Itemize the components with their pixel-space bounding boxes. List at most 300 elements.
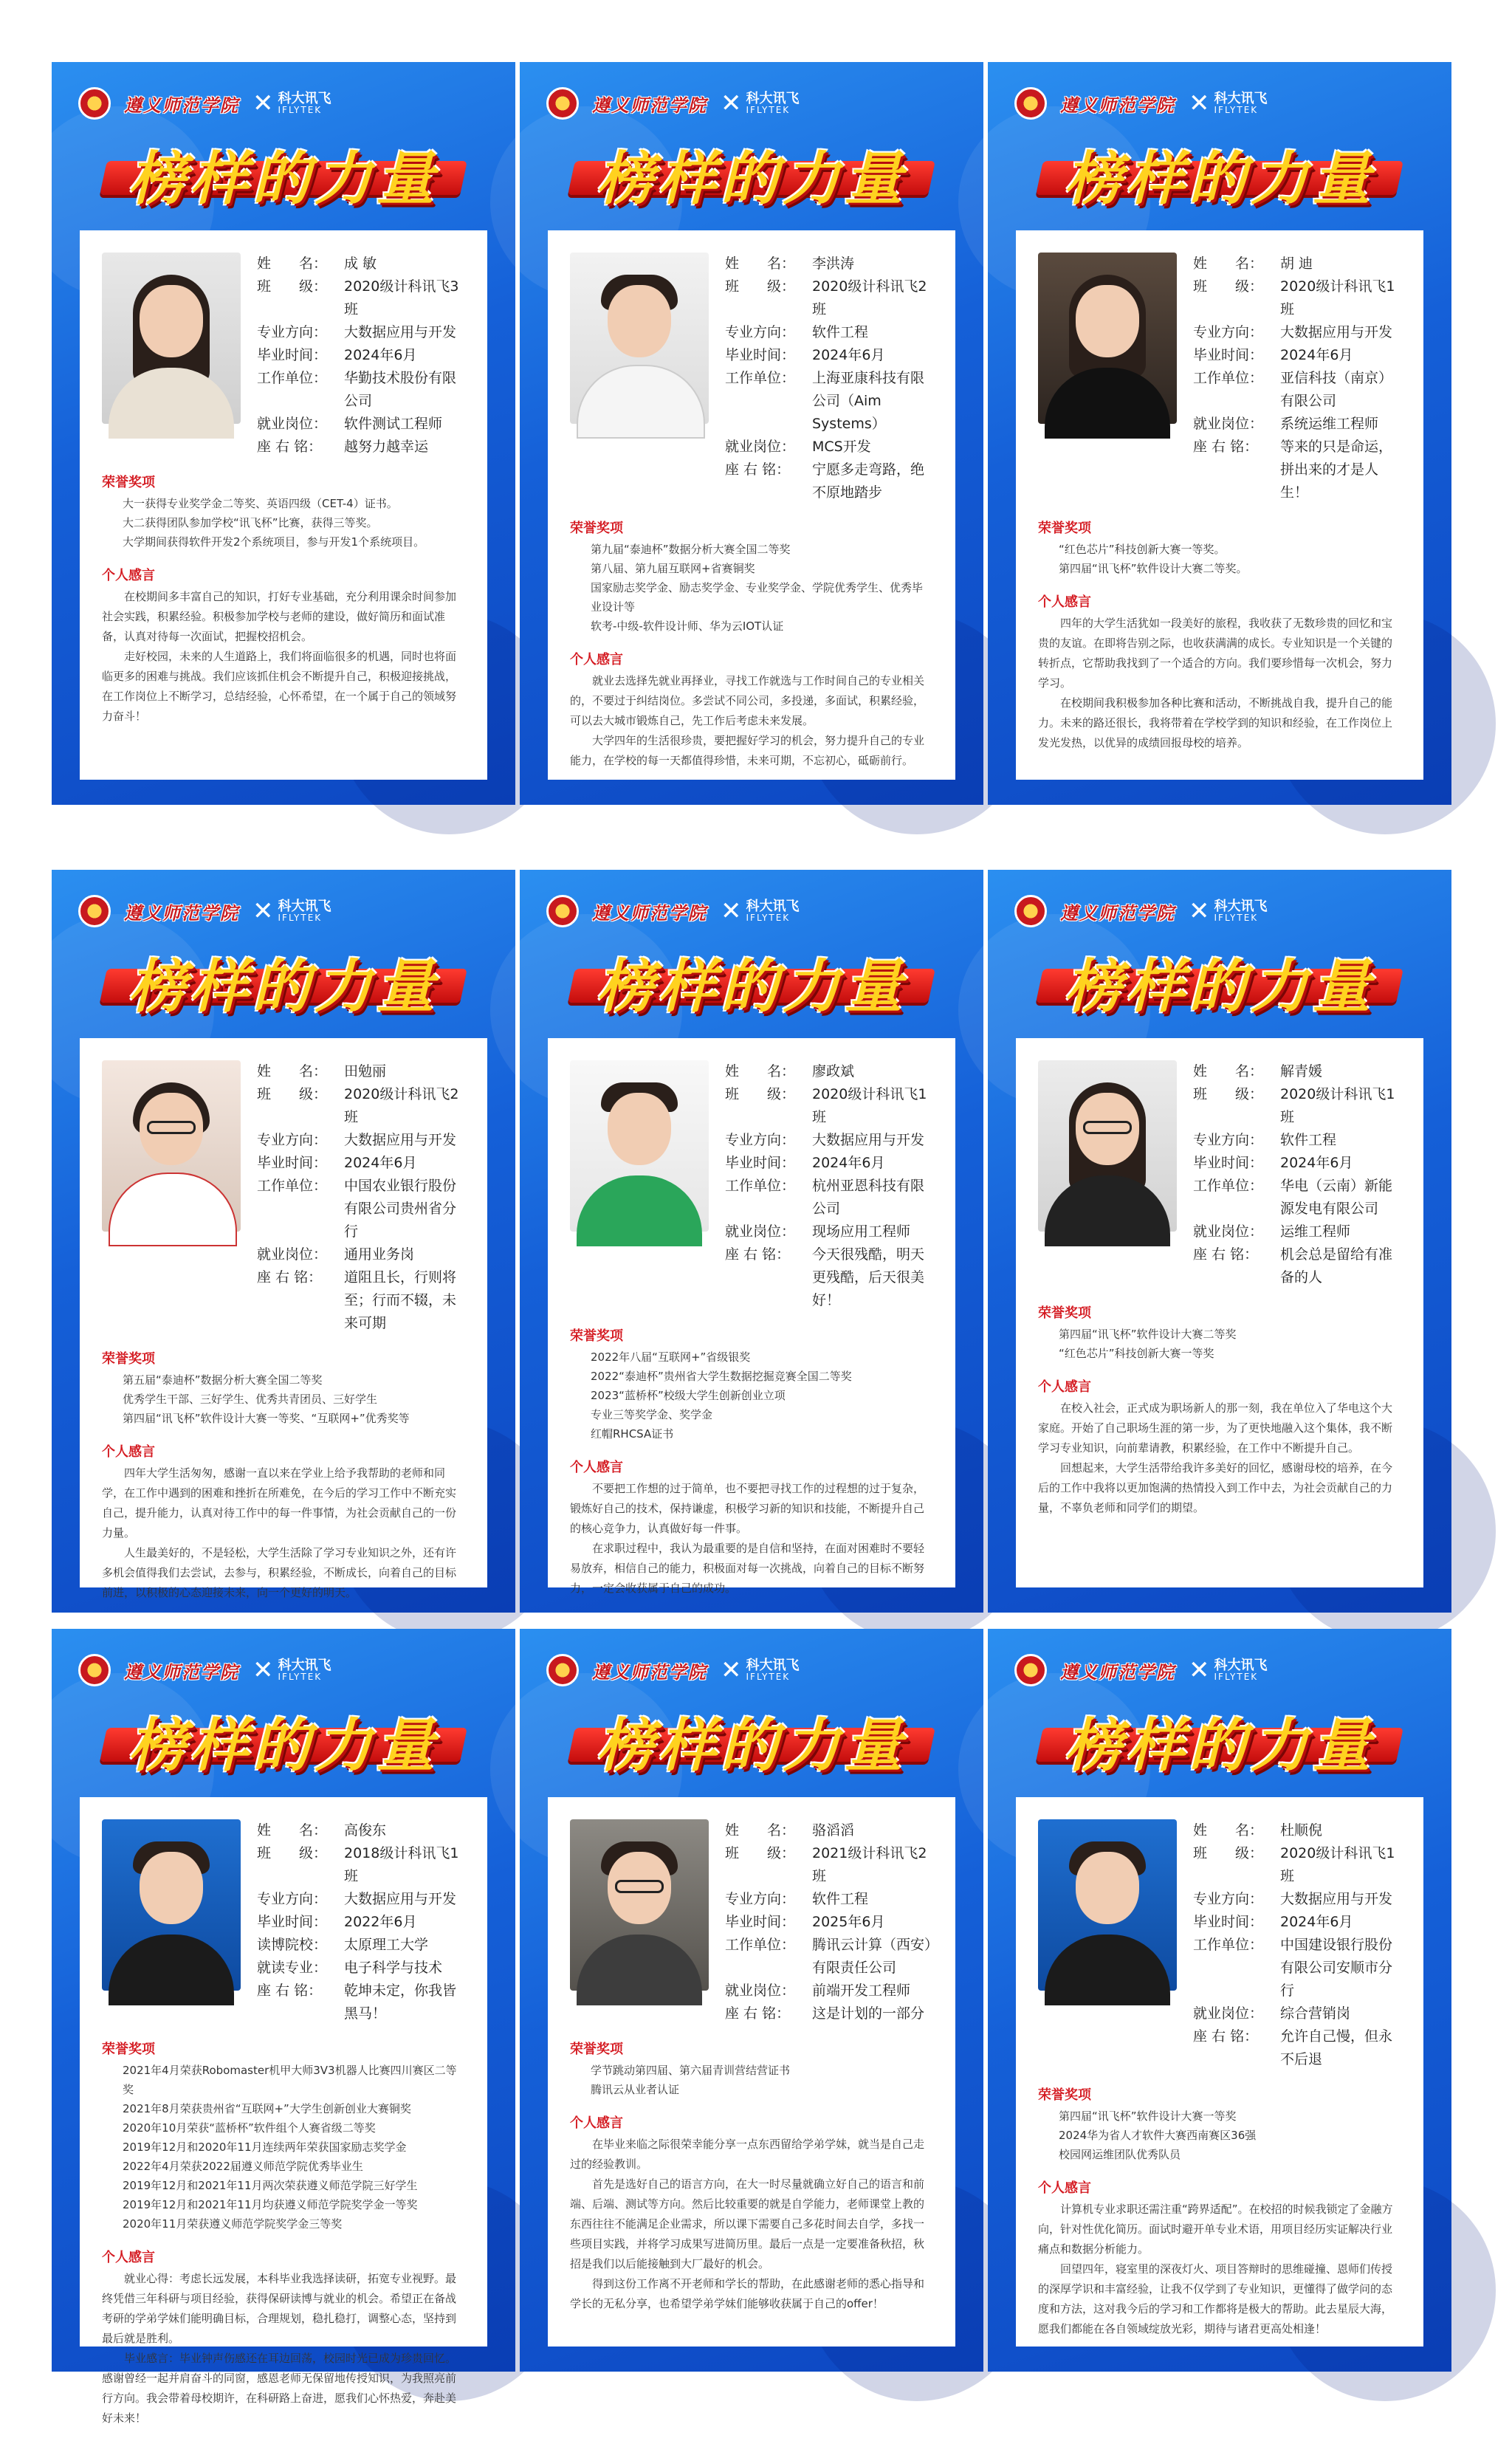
graduation-value: 2024年6月 <box>344 347 417 363</box>
award-item: 第五届“泰迪杯”数据分析大赛全国二等奖 <box>123 1373 323 1387</box>
award-item: 优秀学生干部、三好学生、优秀共青团员、三好学生 <box>123 1393 378 1406</box>
poster-7 <box>52 1629 515 2425</box>
banner <box>1010 938 1429 1026</box>
school-name: 遵义师范学院 <box>124 94 239 116</box>
major-value: 大数据应用与开发 <box>1280 1891 1393 1907</box>
feelings-title: 个人感言 <box>102 1444 155 1460</box>
name-label: 姓 名： <box>1193 255 1264 272</box>
graduation-label: 毕业时间： <box>1193 1914 1264 1930</box>
employer-value: 腾讯云计算（西安）有限责任公司 <box>812 1937 932 1976</box>
banner <box>74 1697 493 1785</box>
graduation-label: 毕业时间： <box>725 1155 796 1171</box>
feelings-title: 个人感言 <box>1038 2180 1091 2196</box>
school-emblem-icon <box>78 1654 111 1686</box>
partner-name-en: IFLYTEK <box>1214 1672 1259 1682</box>
major-value: 软件工程 <box>812 1891 869 1907</box>
class-value: 2020级计科讯飞1班 <box>1280 278 1395 317</box>
major-label: 专业方向： <box>725 1891 796 1907</box>
feelings-paragraph: 四年的大学生活犹如一段美好的旅程，我收获了无数珍贵的回忆和宝贵的友谊。在即将告别之际，也收获满满的成长。专业知识是一个关键的转折点，它帮助我找到了一个适合的方向。我们要珍惜每一次机会，努力学习。 <box>1038 617 1393 690</box>
partner-name-cn: 科大讯飞 <box>278 1658 331 1673</box>
school-name: 遵义师范学院 <box>592 902 707 924</box>
motto-label: 座 右 铭： <box>257 1269 323 1285</box>
name-value: 解青媛 <box>1280 1063 1323 1079</box>
position-value: 现场应用工程师 <box>812 1223 911 1240</box>
name-value: 成 敏 <box>344 255 377 272</box>
graduation-value: 2024年6月 <box>344 1155 417 1171</box>
position-value: 综合营销岗 <box>1280 2005 1351 2022</box>
award-item: 第四届“讯飞杯”软件设计大赛一等奖、“互联网+”优秀奖等 <box>123 1412 410 1425</box>
partner-name-cn: 科大讯飞 <box>278 91 331 106</box>
feelings-paragraph: 大学四年的生活很珍贵，要把握好学习的机会，努力提升自己的专业能力，在学校的每一天都值得珍惜，未来可期，不忘初心，砥砺前行。 <box>570 734 925 767</box>
major-label: 专业方向： <box>1193 324 1264 340</box>
motto-label: 座 右 铭： <box>1193 1246 1259 1263</box>
logo-bar <box>78 87 331 120</box>
feelings-title: 个人感言 <box>570 652 623 667</box>
portrait-photo <box>570 1060 709 1232</box>
name-label: 姓 名： <box>1193 1822 1264 1839</box>
motto-value: 越努力越幸运 <box>344 439 429 455</box>
iflytek-logo <box>252 1655 331 1685</box>
graduation-value: 2024年6月 <box>1280 347 1353 363</box>
profile-card <box>80 1797 487 2425</box>
graduation-label: 毕业时间： <box>1193 1155 1264 1171</box>
awards-title: 荣誉奖项 <box>1038 2087 1091 2103</box>
graduation-label: 毕业时间： <box>725 347 796 363</box>
employer-label: 工作单位： <box>1193 1937 1264 1953</box>
iflytek-x-icon: ✕ <box>1189 896 1210 926</box>
feelings-paragraph: 毕业感言：毕业钟声伤感还在耳边回荡，校园时光已成为珍贵回忆。感谢曾经一起并肩奋斗的同窗，感恩老师无保留地传授知识，为我照亮前行方向。我会带着母校期许，在科研路上奋进，愿我们心怀热爱，奔赴美好未来！ <box>102 2352 457 2425</box>
partner-name-en: IFLYTEK <box>1214 105 1259 115</box>
position-value: MCS开发 <box>812 439 871 455</box>
school-emblem-icon <box>546 1654 579 1686</box>
motto-value: 这是计划的一部分 <box>812 2005 925 2022</box>
award-item: 2019年12月和2021年11月两次荣获遵义师范学院三好学生 <box>123 2179 418 2192</box>
awards-title: 荣誉奖项 <box>570 1328 623 1344</box>
school-name: 遵义师范学院 <box>124 1661 239 1683</box>
name-label: 姓 名： <box>725 255 796 272</box>
feelings-paragraph: 走好校园，未来的人生道路上，我们将面临很多的机遇，同时也将面临更多的困难与挑战。我们应该抓住机会不断提升自己，积极迎接挑战，在工作岗位上不断学习，总结经验，心怀希望，在一个属于自己的领域努力奋斗！ <box>102 650 457 723</box>
motto-label: 座 右 铭： <box>725 1246 791 1263</box>
position-label: 就业岗位： <box>725 439 796 455</box>
major-value: 软件工程 <box>812 324 869 340</box>
class-label: 班 级： <box>725 1845 796 1861</box>
award-item: 大二获得团队参加学校“讯飞杯”比赛，获得三等奖。 <box>123 516 378 529</box>
position-value: 前端开发工程师 <box>812 1982 911 1999</box>
study-major-value: 电子科学与技术 <box>344 1960 443 1976</box>
profile-card <box>548 1038 955 1595</box>
profile-card <box>1016 1038 1423 1587</box>
position-value: 软件测试工程师 <box>344 416 443 432</box>
major-value: 软件工程 <box>1280 1132 1337 1148</box>
iflytek-x-icon: ✕ <box>721 89 742 118</box>
major-label: 专业方向： <box>1193 1891 1264 1907</box>
feelings-paragraph: 就业去选择先就业再择业，寻找工作就选与工作时间自己的专业相关的，不要过于纠结岗位。多尝试不同公司，多投递，多面试，积累经验，可以去大城市锻炼自己，先工作后考虑未来发展。 <box>570 674 925 727</box>
motto-value: 允许自己慢，但永不后退 <box>1280 2028 1393 2067</box>
graduation-value: 2024年6月 <box>1280 1914 1353 1930</box>
award-item: 2019年12月和2020年11月连续两年荣获国家励志奖学金 <box>123 2141 407 2154</box>
logo-bar <box>1014 1654 1268 1686</box>
award-item: 2021年4月荣获Robomaster机甲大师3V3机器人比赛四川赛区二等奖 <box>123 2064 457 2096</box>
employer-label: 工作单位： <box>725 370 796 386</box>
poster-2 <box>520 62 983 805</box>
award-item: 腾讯云从业者认证 <box>591 2083 680 2096</box>
motto-label: 座 右 铭： <box>725 461 791 478</box>
position-value: 运维工程师 <box>1280 1223 1351 1240</box>
class-label: 班 级： <box>725 278 796 295</box>
partner-name-en: IFLYTEK <box>278 1672 323 1682</box>
school-emblem-icon <box>78 87 111 120</box>
class-label: 班 级： <box>1193 1086 1264 1102</box>
logo-bar <box>546 87 800 120</box>
name-value: 李洪涛 <box>812 255 855 272</box>
iflytek-x-icon: ✕ <box>1189 1655 1210 1685</box>
feelings-title: 个人感言 <box>1038 594 1091 610</box>
school-value: 太原理工大学 <box>344 1937 429 1953</box>
award-item: 国家励志奖学金、励志奖学金、专业奖学金、学院优秀学生、优秀毕业设计等 <box>591 581 924 614</box>
awards-title: 荣誉奖项 <box>1038 521 1091 536</box>
class-label: 班 级： <box>257 1086 328 1102</box>
school-label: 读博院校： <box>257 1937 328 1953</box>
feelings-paragraph: 不要把工作想的过于简单，也不要把寻找工作的过程想的过于复杂，锻炼好自己的技术，保持谦虚，积极学习新的知识和技能，不断提升自己的核心竞争力，认真做好每一件事。 <box>570 1482 925 1535</box>
major-label: 专业方向： <box>257 1891 328 1907</box>
graduation-label: 毕业时间： <box>257 1914 328 1930</box>
class-label: 班 级： <box>257 1845 328 1861</box>
name-label: 姓 名： <box>1193 1063 1264 1079</box>
name-value: 廖政斌 <box>812 1063 855 1079</box>
employer-label: 工作单位： <box>257 370 328 386</box>
feelings-paragraph: 人生最美好的，不是轻松，大学生活除了学习专业知识之外，还有许多机会值得我们去尝试，去参与，积累经验，不断成长，向着自己的目标前进，以积极的心态迎接未来，向一个更好的明天。 <box>102 1546 457 1599</box>
feelings-paragraph: 在毕业来临之际很荣幸能分享一点东西留给学弟学妹，就当是自己走过的经验教训。 <box>570 2138 925 2171</box>
feelings-paragraph: 四年大学生活匆匆，感谢一直以来在学业上给予我帮助的老师和同学，在工作中遇到的困难和挫折在所难免，在今后的学习工作中不断充实自己，提升能力，认真对待工作中的每一件事情，为社会贡献自己的一份力量。 <box>102 1466 457 1539</box>
award-item: 2022年八届“互联网+”省级银奖 <box>591 1350 751 1364</box>
award-item: 学节跳动第四届、第六届青训营结营证书 <box>591 2064 791 2077</box>
employer-value: 华电（云南）新能源发电有限公司 <box>1280 1178 1393 1217</box>
major-value: 大数据应用与开发 <box>1280 324 1393 340</box>
graduation-label: 毕业时间： <box>257 347 328 363</box>
position-label: 就业岗位： <box>725 1223 796 1240</box>
major-label: 专业方向： <box>257 1132 328 1148</box>
motto-value: 等来的只是命运，拼出来的才是人生！ <box>1280 439 1393 501</box>
logo-bar <box>78 895 331 927</box>
award-item: 第八届、第九届互联网+省赛铜奖 <box>591 562 755 575</box>
class-value: 2020级计科讯飞2班 <box>344 1086 459 1125</box>
class-value: 2020级计科讯飞1班 <box>812 1086 927 1125</box>
partner-name-en: IFLYTEK <box>278 913 323 923</box>
school-emblem-icon <box>546 87 579 120</box>
banner <box>74 938 493 1026</box>
iflytek-x-icon: ✕ <box>721 1655 742 1685</box>
banner-title: 榜样的力量 <box>1064 1712 1375 1779</box>
class-value: 2020级计科讯飞3班 <box>344 278 459 317</box>
motto-label: 座 右 铭： <box>1193 2028 1259 2045</box>
class-label: 班 级： <box>1193 278 1264 295</box>
poster-6 <box>988 870 1451 1613</box>
motto-label: 座 右 铭： <box>257 1982 323 1999</box>
motto-label: 座 右 铭： <box>1193 439 1259 455</box>
motto-value: 机会总是留给有准备的人 <box>1280 1246 1393 1285</box>
profile-card <box>1016 1797 1423 2347</box>
portrait-photo <box>102 1060 241 1232</box>
employer-value: 上海亚康科技有限公司（Aim Systems） <box>812 370 925 432</box>
partner-name-en: IFLYTEK <box>746 105 791 115</box>
iflytek-logo <box>252 896 331 926</box>
profile-card <box>548 230 955 780</box>
position-value: 系统运维工程师 <box>1280 416 1379 432</box>
major-label: 专业方向： <box>1193 1132 1264 1148</box>
position-label: 就业岗位： <box>1193 416 1264 432</box>
name-label: 姓 名： <box>257 255 328 272</box>
major-label: 专业方向： <box>257 324 328 340</box>
motto-label: 座 右 铭： <box>725 2005 791 2022</box>
partner-name-en: IFLYTEK <box>278 105 323 115</box>
portrait-photo <box>102 253 241 424</box>
graduation-value: 2025年6月 <box>812 1914 885 1930</box>
award-item: 第四届“讯飞杯”软件设计大赛二等奖 <box>1059 1328 1237 1341</box>
position-label: 就业岗位： <box>1193 1223 1264 1240</box>
feelings-title: 个人感言 <box>1038 1379 1091 1395</box>
award-item: 2021年8月荣获贵州省“互联网+”大学生创新创业大赛铜奖 <box>123 2102 411 2115</box>
poster-4 <box>52 870 515 1613</box>
major-value: 大数据应用与开发 <box>344 1132 457 1148</box>
portrait-photo <box>1038 1819 1177 1991</box>
banner <box>542 1697 961 1785</box>
school-emblem-icon <box>546 895 579 927</box>
feelings-paragraph: 在校入社会，正式成为职场新人的那一刻，我在单位入了华电这个大家庭。开始了自己职场生涯的第一步，为了更快地融入这个集体，我不断学习专业知识，向前辈请教，积累经验，在工作中不断提升自己。 <box>1038 1401 1393 1455</box>
profile-card <box>80 1038 487 1599</box>
iflytek-x-icon: ✕ <box>1189 89 1210 118</box>
award-item: 大一获得专业奖学金二等奖、英语四级（CET-4）证书。 <box>123 497 398 510</box>
banner <box>542 130 961 219</box>
employer-label: 工作单位： <box>1193 370 1264 386</box>
employer-value: 中国建设银行股份有限公司安顺市分行 <box>1280 1937 1393 1999</box>
award-item: 第九届“泰迪杯”数据分析大赛全国二等奖 <box>591 543 791 556</box>
banner <box>542 938 961 1026</box>
awards-title: 荣誉奖项 <box>1038 1305 1091 1321</box>
iflytek-x-icon: ✕ <box>721 896 742 926</box>
award-item: 软考-中级-软件设计师、华为云IOT认证 <box>591 619 784 633</box>
poster-8 <box>520 1629 983 2372</box>
graduation-label: 毕业时间： <box>257 1155 328 1171</box>
poster-1 <box>52 62 515 805</box>
portrait-photo <box>570 1819 709 1991</box>
award-item: 第四届“讯飞杯”软件设计大赛二等奖。 <box>1059 562 1248 575</box>
feelings-paragraph: 回望四年，寝室里的深夜灯火、项目答辩时的思维碰撞、恩师们传授的深厚学识和丰富经验，让我不仅学到了专业知识，更懂得了做学问的态度和方法，这对我今后的学习和工作都将是极大的帮助。此去星辰大海，愿我们都能在各自领域绽放光彩，期待与诸君更高处相逢！ <box>1038 2262 1393 2335</box>
feelings-paragraph: 在求职过程中，我认为最重要的是自信和坚持，在面对困难时不要轻易放弃，相信自己的能力，积极面对每一次挑战，向着自己的目标不断努力，一定会收获属于自己的成功。 <box>570 1542 925 1595</box>
position-value: 通用业务岗 <box>344 1246 415 1263</box>
portrait-photo <box>570 253 709 424</box>
iflytek-logo <box>1189 896 1268 926</box>
school-emblem-icon <box>1014 895 1047 927</box>
employer-value: 中国农业银行股份有限公司贵州省分行 <box>344 1178 457 1240</box>
banner <box>1010 130 1429 219</box>
major-value: 大数据应用与开发 <box>344 324 457 340</box>
iflytek-logo <box>721 89 800 118</box>
employer-value: 杭州亚恩科技有限公司 <box>812 1178 925 1217</box>
major-label: 专业方向： <box>725 324 796 340</box>
name-label: 姓 名： <box>257 1063 328 1079</box>
award-item: 2020年10月荣获“蓝桥杯”软件组个人赛省级二等奖 <box>123 2121 376 2135</box>
feelings-title: 个人感言 <box>570 2115 623 2131</box>
partner-name-cn: 科大讯飞 <box>746 1658 800 1673</box>
partner-name-en: IFLYTEK <box>1214 913 1259 923</box>
award-item: 2020年11月荣获遵义师范学院奖学金三等奖 <box>123 2217 343 2231</box>
position-label: 就业岗位： <box>257 1246 328 1263</box>
feelings-paragraph: 计算机专业求职还需注重“跨界适配”。在校招的时候我锁定了金融方向，针对性优化简历。面试时避开单专业术语，用项目经历实证解决行业痛点和数据分析能力。 <box>1038 2203 1393 2256</box>
iflytek-logo <box>721 896 800 926</box>
motto-value: 道阻且长，行则将至；行而不辍，未来可期 <box>344 1269 457 1331</box>
class-label: 班 级： <box>725 1086 796 1102</box>
award-item: 2024华为省人才软件大赛西南赛区36强 <box>1059 2129 1257 2142</box>
banner-title: 榜样的力量 <box>1064 953 1375 1020</box>
position-label: 就业岗位： <box>1193 2005 1264 2022</box>
award-item: 2019年12月和2021年11月均获遵义师范学院奖学金一等奖 <box>123 2198 418 2211</box>
school-name: 遵义师范学院 <box>1060 1661 1175 1683</box>
partner-name-cn: 科大讯飞 <box>746 91 800 106</box>
major-value: 大数据应用与开发 <box>812 1132 925 1148</box>
iflytek-logo <box>1189 89 1268 118</box>
banner-title: 榜样的力量 <box>596 1712 907 1779</box>
graduation-label: 毕业时间： <box>725 1914 796 1930</box>
logo-bar <box>546 1654 800 1686</box>
class-value: 2020级计科讯飞2班 <box>812 278 927 317</box>
motto-value: 乾坤未定，你我皆黑马！ <box>344 1982 457 2022</box>
school-name: 遵义师范学院 <box>592 1661 707 1683</box>
feelings-title: 个人感言 <box>102 568 155 583</box>
banner-title: 榜样的力量 <box>128 1712 439 1779</box>
study-major-label: 就读专业： <box>257 1960 328 1976</box>
awards-title: 荣誉奖项 <box>570 2042 623 2057</box>
employer-value: 华勤技术股份有限公司 <box>344 370 457 409</box>
award-item: 红帽RHCSA证书 <box>591 1427 674 1441</box>
profile-card <box>1016 230 1423 780</box>
major-label: 专业方向： <box>725 1132 796 1148</box>
logo-bar <box>1014 895 1268 927</box>
class-value: 2021级计科讯飞2班 <box>812 1845 927 1884</box>
banner-title: 榜样的力量 <box>1064 145 1375 213</box>
partner-name-cn: 科大讯飞 <box>278 899 331 914</box>
feelings-paragraph: 就业心得：考虑长远发展，本科毕业我选择读研，拓宽专业视野。最终凭借三年科研与项目经验，获得保研读博与就业的机会。希望正在备战考研的学弟学妹们能明确目标，合理规划，稳扎稳打，调整心态，坚持到最后就是胜利。 <box>102 2272 457 2345</box>
name-label: 姓 名： <box>725 1822 796 1839</box>
graduation-value: 2022年6月 <box>344 1914 417 1930</box>
employer-label: 工作单位： <box>257 1178 328 1194</box>
name-label: 姓 名： <box>257 1822 328 1839</box>
school-name: 遵义师范学院 <box>592 94 707 116</box>
feelings-title: 个人感言 <box>570 1460 623 1475</box>
profile-card <box>548 1797 955 2347</box>
graduation-value: 2024年6月 <box>1280 1155 1353 1171</box>
partner-name-cn: 科大讯飞 <box>1214 899 1268 914</box>
banner <box>1010 1697 1429 1785</box>
name-value: 杜顺倪 <box>1280 1822 1323 1839</box>
school-emblem-icon <box>1014 87 1047 120</box>
award-item: 2022“泰迪杯”贵州省大学生数据挖掘竞赛全国二等奖 <box>591 1370 852 1383</box>
awards-title: 荣誉奖项 <box>570 521 623 536</box>
class-label: 班 级： <box>257 278 328 295</box>
iflytek-logo <box>721 1655 800 1685</box>
banner-title: 榜样的力量 <box>128 145 439 213</box>
employer-label: 工作单位： <box>725 1178 796 1194</box>
profile-card <box>80 230 487 780</box>
partner-name-cn: 科大讯飞 <box>746 899 800 914</box>
class-value: 2018级计科讯飞1班 <box>344 1845 459 1884</box>
award-item: “红色芯片”科技创新大赛一等奖。 <box>1059 543 1226 556</box>
award-item: 2022年4月荣获2022届遵义师范学院优秀毕业生 <box>123 2160 363 2173</box>
major-value: 大数据应用与开发 <box>344 1891 457 1907</box>
poster-9 <box>988 1629 1451 2372</box>
portrait-photo <box>102 1819 241 1991</box>
partner-name-cn: 科大讯飞 <box>1214 1658 1268 1673</box>
banner-title: 榜样的力量 <box>128 953 439 1020</box>
award-item: 专业三等奖学金、奖学金 <box>591 1408 713 1421</box>
logo-bar <box>1014 87 1268 120</box>
name-value: 胡 迪 <box>1280 255 1313 272</box>
feelings-paragraph: 首先是选好自己的语言方向，在大一时尽量就确立好自己的语言和前端、后端、测试等方向。然后比较重要的就是自学能力，老师课堂上教的东西往往不能满足企业需求，所以课下需要自己多花时间去自学，多找一些项目实践，并将学习成果写进简历里。最后一点是一定要准备秋招，秋招是我们以后能接触到大厂最好的机会。 <box>570 2177 925 2270</box>
school-emblem-icon <box>78 895 111 927</box>
banner-title: 榜样的力量 <box>596 145 907 213</box>
feelings-paragraph: 得到这份工作离不开老师和学长的帮助，在此感谢老师的悉心指导和学长的无私分享，也希望学弟学妹们能够收获属于自己的offer！ <box>570 2277 925 2310</box>
iflytek-logo <box>1189 1655 1268 1685</box>
logo-bar <box>546 895 800 927</box>
name-value: 高俊东 <box>344 1822 387 1839</box>
motto-value: 宁愿多走弯路，绝不原地踏步 <box>812 461 925 501</box>
employer-label: 工作单位： <box>725 1937 796 1953</box>
name-label: 姓 名： <box>725 1063 796 1079</box>
logo-bar <box>78 1654 331 1686</box>
partner-name-en: IFLYTEK <box>746 1672 791 1682</box>
position-label: 就业岗位： <box>725 1982 796 1999</box>
name-value: 田勉丽 <box>344 1063 387 1079</box>
banner-title: 榜样的力量 <box>596 953 907 1020</box>
graduation-value: 2024年6月 <box>812 1155 885 1171</box>
awards-title: 荣誉奖项 <box>102 2042 155 2057</box>
award-item: “红色芯片”科技创新大赛一等奖 <box>1059 1347 1214 1360</box>
feelings-title: 个人感言 <box>102 2250 155 2265</box>
graduation-value: 2024年6月 <box>812 347 885 363</box>
award-item: 大学期间获得软件开发2个系统项目，参与开发1个系统项目。 <box>123 535 425 549</box>
school-name: 遵义师范学院 <box>124 902 239 924</box>
awards-title: 荣誉奖项 <box>102 1351 155 1367</box>
motto-value: 今天很残酷，明天更残酷，后天很美好！ <box>812 1246 925 1308</box>
motto-label: 座 右 铭： <box>257 439 323 455</box>
poster-3 <box>988 62 1451 805</box>
name-value: 骆滔滔 <box>812 1822 855 1839</box>
class-label: 班 级： <box>1193 1845 1264 1861</box>
iflytek-x-icon: ✕ <box>252 1655 274 1685</box>
portrait-photo <box>1038 1060 1177 1232</box>
class-value: 2020级计科讯飞1班 <box>1280 1845 1395 1884</box>
partner-name-cn: 科大讯飞 <box>1214 91 1268 106</box>
graduation-label: 毕业时间： <box>1193 347 1264 363</box>
employer-label: 工作单位： <box>1193 1178 1264 1194</box>
employer-value: 亚信科技（南京）有限公司 <box>1280 370 1393 409</box>
award-item: 校园网运维团队优秀队员 <box>1059 2148 1181 2161</box>
award-item: 2023“蓝桥杯”校级大学生创新创业立项 <box>591 1389 786 1402</box>
class-value: 2020级计科讯飞1班 <box>1280 1086 1395 1125</box>
award-item: 第四届“讯飞杯”软件设计大赛一等奖 <box>1059 2109 1237 2123</box>
iflytek-x-icon: ✕ <box>252 896 274 926</box>
feelings-paragraph: 回想起来，大学生活带给我许多美好的回忆，感谢母校的培养，在今后的工作中我将以更加饱满的热情投入到工作中去，为社会贡献自己的力量，不辜负老师和同学们的期望。 <box>1038 1461 1393 1514</box>
school-name: 遵义师范学院 <box>1060 94 1175 116</box>
school-emblem-icon <box>1014 1654 1047 1686</box>
feelings-paragraph: 在校期间我积极参加各种比赛和活动，不断挑战自我，提升自己的能力。未来的路还很长，我将带着在学校学到的知识和经验，在工作岗位上发光发热，以优异的成绩回报母校的培养。 <box>1038 696 1393 749</box>
awards-title: 荣誉奖项 <box>102 475 155 490</box>
school-name: 遵义师范学院 <box>1060 902 1175 924</box>
iflytek-logo <box>252 89 331 118</box>
position-label: 就业岗位： <box>257 416 328 432</box>
partner-name-en: IFLYTEK <box>746 913 791 923</box>
feelings-paragraph: 在校期间多丰富自己的知识，打好专业基础，充分利用课余时间参加社会实践，积累经验。积极参加学校与老师的建设，做好简历和面试准备，认真对待每一次面试，把握校招机会。 <box>102 590 457 643</box>
portrait-photo <box>1038 253 1177 424</box>
